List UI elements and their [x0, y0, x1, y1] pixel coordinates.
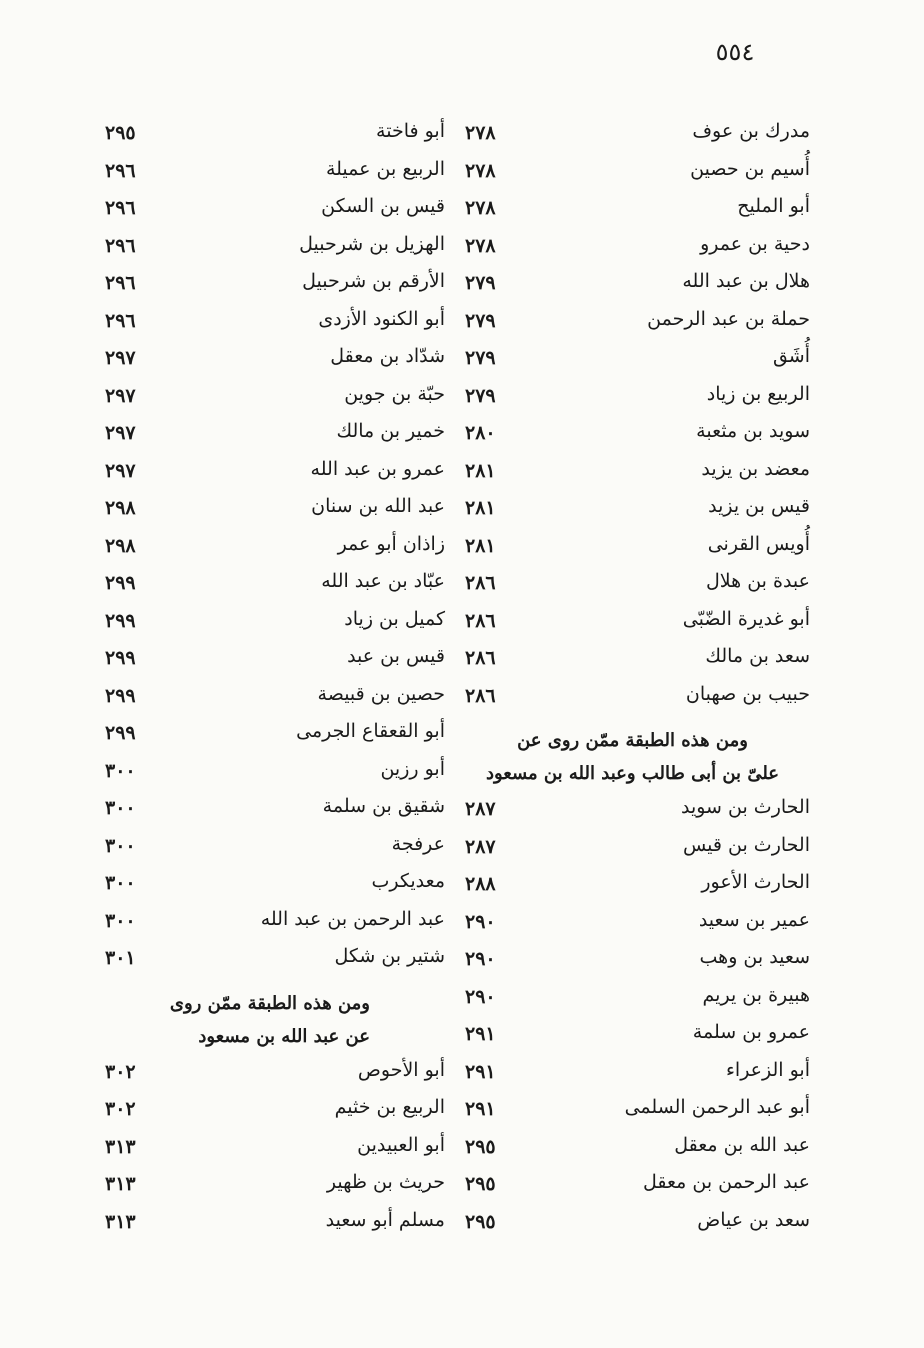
- entry-page-number: ٢٧٨: [465, 159, 496, 182]
- index-entry: [455, 604, 810, 642]
- index-entry: [455, 416, 810, 454]
- entry-page-number: ٢٩٦: [105, 272, 136, 294]
- index-entry: [95, 191, 445, 229]
- index-entry: [95, 454, 445, 492]
- entry-name: قيس بن عبد: [347, 645, 445, 667]
- index-entry: [95, 679, 445, 717]
- index-entry: [95, 791, 445, 829]
- entry-page-number: ٢٨١: [465, 534, 496, 557]
- entry-name: أبو فاختة: [376, 120, 445, 142]
- entry-name: مسلم أبو سعيد: [325, 1208, 445, 1231]
- entry-page-number: ٢٩١: [465, 1060, 496, 1083]
- entry-page-number: ٢٩٠: [465, 910, 496, 933]
- entry-name: عبّاد بن عبد الله: [321, 570, 445, 592]
- entry-name: مدرك بن عوف: [692, 120, 810, 142]
- entry-name: كميل بن زياد: [344, 607, 445, 630]
- entry-name: هلال بن عبد الله: [682, 270, 810, 292]
- entry-name: أبو المليح: [737, 195, 810, 217]
- entry-name: الربيع بن زياد: [706, 382, 810, 405]
- entry-page-number: ٢٩٩: [105, 572, 136, 594]
- index-entry: [95, 229, 445, 267]
- index-entry: [455, 1017, 810, 1055]
- entry-page-number: ٣٠١: [105, 947, 136, 969]
- index-entry: [95, 304, 445, 342]
- index-entry: [95, 341, 445, 379]
- entry-page-number: ٢٩٩: [105, 647, 136, 669]
- index-entry: [455, 1167, 810, 1205]
- entry-name: قيس بن يزيد: [708, 495, 810, 517]
- entry-page-number: ٢٩٥: [465, 1173, 496, 1195]
- entry-name: سعد بن عياض: [697, 1208, 810, 1231]
- entry-name: أبو القعقاع الجرمى: [296, 720, 445, 742]
- entry-page-number: ٢٩٥: [465, 1210, 496, 1233]
- entry-name: قيس بن السكن: [321, 195, 445, 217]
- entry-page-number: ٢٧٨: [465, 197, 496, 219]
- index-entry: [95, 379, 445, 417]
- entry-name: شتير بن شكل: [334, 945, 445, 967]
- entry-page-number: ٢٩١: [465, 1023, 496, 1045]
- index-entry: [455, 980, 810, 1018]
- index-entry: [455, 1205, 810, 1243]
- entry-name: حريث بن ظهير: [326, 1171, 445, 1193]
- entry-name: الربيع بن خثيم: [334, 1096, 445, 1118]
- index-entry: [455, 792, 810, 830]
- entry-page-number: ٢٩٩: [105, 722, 136, 744]
- entry-page-number: ٢٨٦: [465, 647, 496, 669]
- entry-page-number: ٢٩٦: [105, 234, 136, 257]
- entry-name: أبو رزين: [380, 757, 445, 780]
- entry-page-number: ٢٨٧: [465, 835, 496, 858]
- index-entry: [95, 1167, 445, 1205]
- entry-page-number: ٢٩٩: [105, 609, 136, 632]
- index-entry: [95, 754, 445, 792]
- entry-page-number: ٢٨٧: [465, 798, 496, 820]
- left-heading-line2: عن عبد الله بن مسعود: [198, 1025, 370, 1047]
- index-entry: [455, 905, 810, 943]
- index-entry: [95, 941, 445, 979]
- index-entry: [455, 830, 810, 868]
- entry-page-number: ٢٧٨: [465, 234, 496, 257]
- index-entry: [455, 341, 810, 379]
- entry-name: شدّاد بن معقل: [330, 345, 445, 367]
- index-entry: [455, 491, 810, 529]
- entry-name: عرفجة: [391, 832, 445, 855]
- index-entry: [455, 1055, 810, 1093]
- entry-name: أبو غديرة الضّبّى: [682, 607, 810, 630]
- entry-page-number: ٣٠٢: [105, 1060, 136, 1083]
- entry-name: حملة بن عبد الرحمن: [647, 307, 810, 330]
- entry-page-number: ٣٠٢: [105, 1098, 136, 1120]
- entry-page-number: ٢٩٠: [465, 948, 496, 970]
- entry-page-number: ٢٩٧: [105, 422, 136, 444]
- entry-page-number: ٢٩٥: [105, 122, 136, 144]
- entry-name: عمير بن سعيد: [698, 908, 810, 931]
- right-section-heading: [455, 716, 810, 792]
- right-entries-bottom: [455, 792, 810, 1242]
- index-entry: [455, 566, 810, 604]
- index-entry: [455, 1130, 810, 1168]
- entry-name: أُشَق: [772, 345, 810, 367]
- entry-name: شقيق بن سلمة: [322, 795, 445, 817]
- entry-page-number: ٢٩٨: [105, 497, 136, 519]
- entry-page-number: ٢٨٨: [465, 873, 496, 895]
- entry-page-number: ٢٧٩: [465, 347, 496, 369]
- left-heading-line1: ومن هذه الطبقة ممّن روى: [169, 992, 370, 1014]
- index-entry: [95, 1092, 445, 1130]
- entry-page-number: ٣٠٠: [105, 872, 136, 894]
- index-entry: [95, 154, 445, 192]
- entry-page-number: ٣٠٠: [105, 797, 136, 819]
- entry-page-number: ٢٨٦: [465, 572, 496, 594]
- entry-page-number: ٢٩٦: [105, 309, 136, 332]
- index-entry: [95, 641, 445, 679]
- index-entry: [455, 154, 810, 192]
- entry-name: معديكرب: [371, 870, 445, 892]
- index-entry: [455, 379, 810, 417]
- entry-name: خمير بن مالك: [336, 420, 445, 442]
- entry-page-number: ٢٨١: [465, 497, 496, 519]
- index-entry: [455, 191, 810, 229]
- entry-page-number: ٣٠٠: [105, 909, 136, 932]
- entry-name: أبو الأحوص: [357, 1058, 445, 1081]
- index-entry: [455, 529, 810, 567]
- index-entry: [95, 1055, 445, 1093]
- entry-name: عبد الرحمن بن عبد الله: [260, 907, 445, 930]
- entry-page-number: ٢٩٠: [465, 985, 496, 1008]
- index-entry: [455, 641, 810, 679]
- index-entry: [95, 829, 445, 867]
- entry-name: حصين بن قبيصة: [317, 682, 445, 705]
- entry-name: الربيع بن عميلة: [325, 157, 445, 180]
- entry-name: أبو عبد الرحمن السلمى: [624, 1096, 810, 1118]
- entry-page-number: ٢٨٦: [465, 609, 496, 632]
- entry-name: أبو العبيدين: [357, 1133, 445, 1156]
- right-heading-line2: علىّ بن أبى طالب وعبد الله بن مسعود: [485, 763, 780, 784]
- entry-page-number: ٣١٣: [105, 1210, 136, 1233]
- left-column: [95, 116, 445, 1242]
- right-heading-line1: ومن هذه الطبقة ممّن روى عن: [517, 730, 748, 751]
- index-entry: [455, 867, 810, 905]
- index-entry: [455, 454, 810, 492]
- entry-name: سويد بن مثعبة: [696, 420, 810, 442]
- index-entry: [455, 304, 810, 342]
- entry-page-number: ٢٩٧: [105, 347, 136, 369]
- index-entry: [455, 266, 810, 304]
- entry-page-number: ٢٩١: [465, 1098, 496, 1120]
- entry-name: الحارث بن سويد: [680, 796, 810, 818]
- entry-name: عمرو بن سلمة: [692, 1021, 810, 1043]
- index-entry: [95, 1205, 445, 1243]
- entry-name: عبدة بن هلال: [706, 570, 810, 592]
- entry-name: حبيب بن صهبان: [685, 682, 810, 705]
- left-entries-top: [95, 116, 445, 979]
- index-entry: [95, 566, 445, 604]
- entry-name: الهزيل بن شرحبيل: [299, 232, 445, 255]
- entry-name: دحية بن عمرو: [700, 232, 810, 255]
- entry-name: حبّة بن جوين: [344, 382, 445, 405]
- left-section-heading: [95, 979, 445, 1055]
- index-entry: [95, 116, 445, 154]
- entry-page-number: ٢٨٠: [465, 422, 496, 444]
- entry-page-number: ٢٧٩: [465, 384, 496, 407]
- left-entries-bottom: [95, 1055, 445, 1243]
- index-entry: [95, 716, 445, 754]
- entry-page-number: ٢٨١: [465, 459, 496, 482]
- entry-page-number: ٣٠٠: [105, 834, 136, 857]
- index-entry: [455, 116, 810, 154]
- index-entry: [95, 416, 445, 454]
- index-entry: [95, 529, 445, 567]
- entry-page-number: ٢٩٥: [465, 1135, 496, 1158]
- entry-name: هبيرة بن يريم: [702, 983, 810, 1006]
- right-entries-top: [455, 116, 810, 716]
- entry-name: معضد بن يزيد: [701, 457, 810, 480]
- entry-name: عبد الله بن سنان: [311, 495, 445, 517]
- index-entry: [95, 491, 445, 529]
- index-entry: [95, 866, 445, 904]
- index-entry: [95, 266, 445, 304]
- index-entry: [455, 679, 810, 717]
- entry-name: سعد بن مالك: [705, 645, 810, 667]
- entry-name: عمرو بن عبد الله: [310, 457, 445, 480]
- entry-name: أبو الزعراء: [725, 1058, 810, 1081]
- entry-name: أبو الكنود الأزدى: [318, 307, 445, 330]
- entry-page-number: ٢٩٧: [105, 384, 136, 407]
- entry-page-number: ٣١٣: [105, 1173, 136, 1195]
- entry-page-number: ٢٩٩: [105, 684, 136, 707]
- entry-page-number: ٢٩٧: [105, 459, 136, 482]
- entry-name: أُسيم بن حصين: [690, 157, 810, 180]
- index-entry: [455, 942, 810, 980]
- right-column: [455, 116, 810, 1242]
- index-entry: [95, 1130, 445, 1168]
- index-entry: [455, 1092, 810, 1130]
- entry-name: الحارث بن قيس: [682, 833, 810, 856]
- index-entry: [95, 604, 445, 642]
- entry-name: الأرقم بن شرحبيل: [302, 270, 445, 292]
- entry-page-number: ٢٨٦: [465, 684, 496, 707]
- index-entry: [455, 229, 810, 267]
- index-entry: [95, 904, 445, 942]
- entry-name: الحارث الأعور: [701, 871, 810, 893]
- entry-page-number: ٢٧٨: [465, 122, 496, 144]
- entry-name: سعيد بن وهب: [699, 946, 810, 968]
- page-number: ٥٥٤: [715, 38, 755, 66]
- entry-page-number: ٢٩٦: [105, 197, 136, 219]
- entry-page-number: ٢٩٨: [105, 534, 136, 557]
- entry-page-number: ٢٧٩: [465, 309, 496, 332]
- entry-name: زاذان أبو عمر: [337, 532, 445, 555]
- entry-page-number: ٢٩٦: [105, 159, 136, 182]
- entry-page-number: ٣١٣: [105, 1135, 136, 1158]
- entry-name: عبد الرحمن بن معقل: [642, 1171, 810, 1193]
- entry-name: عبد الله بن معقل: [674, 1133, 810, 1156]
- entry-page-number: ٢٧٩: [465, 272, 496, 294]
- entry-name: أُويس القرنى: [707, 532, 810, 555]
- entry-page-number: ٣٠٠: [105, 759, 136, 782]
